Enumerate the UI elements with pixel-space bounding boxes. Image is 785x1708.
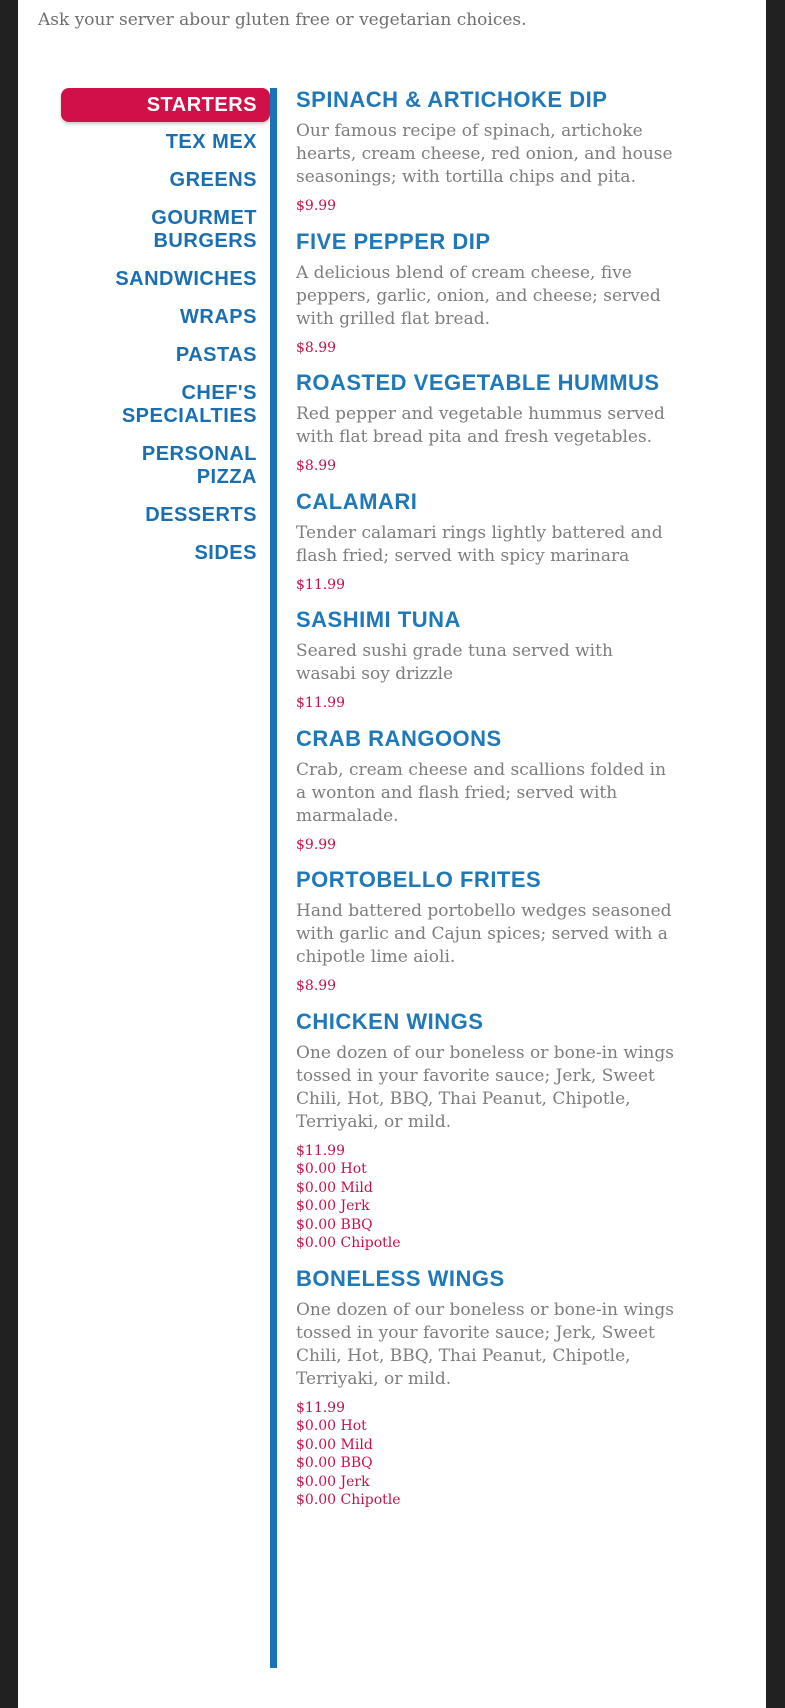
menu-item-description: One dozen of our boneless or bone-in wings tossed in your favorite sauce; Jerk, Sweet Chili, Hot, BBQ, Thai Peanut, Chipotle, Terriyaki, or mild. bbox=[296, 1299, 674, 1389]
menu-item-prices bbox=[296, 1142, 674, 1253]
menu-item-name: BONELESS WINGS bbox=[296, 1265, 505, 1291]
menu-item-prices bbox=[296, 457, 674, 476]
menu-item-name: CRAB RANGOONS bbox=[296, 725, 502, 751]
sidebar-list bbox=[18, 131, 270, 565]
price-line: $9.99 bbox=[296, 836, 337, 853]
menu-item-name: ROASTED VEGETABLE HUMMUS bbox=[296, 370, 660, 395]
menu-item-name: CALAMARI bbox=[296, 488, 418, 514]
menu-item-description: Our famous recipe of spinach, artichoke hearts, cream cheese, red onion, and house seasonings; with tortilla chips and pita. bbox=[296, 121, 673, 187]
menu-item-description: One dozen of our boneless or bone-in wings tossed in your favorite sauce; Jerk, Sweet Chili, Hot, BBQ, Thai Peanut, Chipotle, Terriyaki, or mild. bbox=[296, 1042, 674, 1132]
menu-item-sashimi-tuna bbox=[296, 608, 674, 713]
menu-item-description: Crab, cream cheese and scallions folded in a wonton and flash fried; served with marmalade. bbox=[296, 759, 667, 826]
menu-item-calamari bbox=[296, 490, 674, 595]
menu-items-column bbox=[296, 88, 674, 1524]
category-sidebar bbox=[18, 88, 270, 580]
sidebar-item-wraps[interactable]: WRAPS bbox=[180, 306, 257, 328]
sidebar-item-sides[interactable]: SIDES bbox=[194, 542, 257, 564]
menu-item-name: CHICKEN WINGS bbox=[296, 1008, 484, 1034]
price-line: $0.00 Hot bbox=[296, 1418, 367, 1434]
sidebar-item-desserts[interactable]: DESSERTS bbox=[145, 504, 257, 526]
price-line: $11.99 bbox=[296, 1142, 345, 1159]
menu-item-description: Tender calamari rings lightly battered and flash fried; served with spicy marinara bbox=[296, 522, 663, 566]
price-line: $0.00 Chipotle bbox=[296, 1492, 401, 1508]
menu-item-description: Red pepper and vegetable hummus served with flat bread pita and fresh vegetables. bbox=[296, 404, 665, 447]
menu-item-portobello-frites bbox=[296, 868, 674, 996]
price-line: $0.00 BBQ bbox=[296, 1455, 373, 1471]
menu-item-name: SASHIMI TUNA bbox=[296, 607, 461, 632]
sidebar-item-tex-mex[interactable]: TEX MEX bbox=[165, 131, 257, 153]
menu-item-name: SPINACH & ARTICHOKE DIP bbox=[296, 87, 608, 112]
sidebar-item-personal-pizza[interactable]: PERSONAL PIZZA bbox=[141, 443, 257, 488]
price-line: $0.00 BBQ bbox=[296, 1216, 373, 1233]
menu-item-prices bbox=[296, 197, 674, 216]
menu-item-five-pepper-dip bbox=[296, 230, 674, 358]
price-line: $8.99 bbox=[296, 978, 337, 994]
menu-layout bbox=[18, 88, 766, 1668]
menu-item-spinach-artichoke-dip bbox=[296, 88, 674, 216]
price-line: $0.00 Mild bbox=[296, 1436, 373, 1453]
menu-item-prices bbox=[296, 1399, 674, 1510]
menu-item-roasted-vegetable-hummus bbox=[296, 371, 674, 476]
sidebar-item-pastas[interactable]: PASTAS bbox=[175, 344, 257, 366]
menu-item-description: Seared sushi grade tuna served with wasabi soy drizzle bbox=[296, 641, 613, 684]
sidebar-item-sandwiches[interactable]: SANDWICHES bbox=[115, 268, 257, 290]
price-line: $11.99 bbox=[296, 576, 345, 593]
price-line: $0.00 Jerk bbox=[296, 1198, 370, 1214]
menu-item-prices bbox=[296, 339, 674, 358]
price-line: $0.00 Mild bbox=[296, 1179, 373, 1196]
price-line: $9.99 bbox=[296, 198, 337, 214]
menu-item-prices bbox=[296, 694, 674, 713]
price-line: $11.99 bbox=[296, 695, 345, 711]
menu-item-prices bbox=[296, 576, 674, 595]
sidebar-item-starters-active[interactable]: STARTERS bbox=[61, 88, 270, 122]
sidebar-item-greens[interactable]: GREENS bbox=[169, 169, 257, 191]
menu-item-description: A delicious blend of cream cheese, five peppers, garlic, onion, and cheese; served with grilled flat bread. bbox=[296, 262, 661, 329]
sidebar-item-chef-s-specialties[interactable]: CHEF'S SPECIALTIES bbox=[121, 382, 257, 427]
menu-item-name: FIVE PEPPER DIP bbox=[296, 228, 491, 254]
menu-item-description: Hand battered portobello wedges seasoned with garlic and Cajun spices; served with a chipotle lime aioli. bbox=[296, 901, 672, 967]
sidebar-divider bbox=[270, 88, 277, 1668]
menu-item-boneless-wings bbox=[296, 1267, 674, 1510]
price-line: $8.99 bbox=[296, 339, 337, 356]
sidebar-item-gourmet-burgers[interactable]: GOURMET BURGERS bbox=[151, 207, 257, 252]
price-line: $0.00 Jerk bbox=[296, 1473, 370, 1490]
menu-item-chicken-wings bbox=[296, 1010, 674, 1253]
price-line: $11.99 bbox=[296, 1399, 345, 1416]
menu-item-prices bbox=[296, 836, 674, 855]
price-line: $8.99 bbox=[296, 458, 337, 474]
menu-item-prices bbox=[296, 977, 674, 996]
menu-page bbox=[18, 0, 766, 1708]
menu-item-name: PORTOBELLO FRITES bbox=[296, 867, 542, 892]
menu-item-crab-rangoons bbox=[296, 727, 674, 855]
dietary-note: Ask your server abour gluten free or vegetarian choices. bbox=[38, 10, 527, 30]
price-line: $0.00 Hot bbox=[296, 1161, 367, 1177]
price-line: $0.00 Chipotle bbox=[296, 1235, 401, 1251]
